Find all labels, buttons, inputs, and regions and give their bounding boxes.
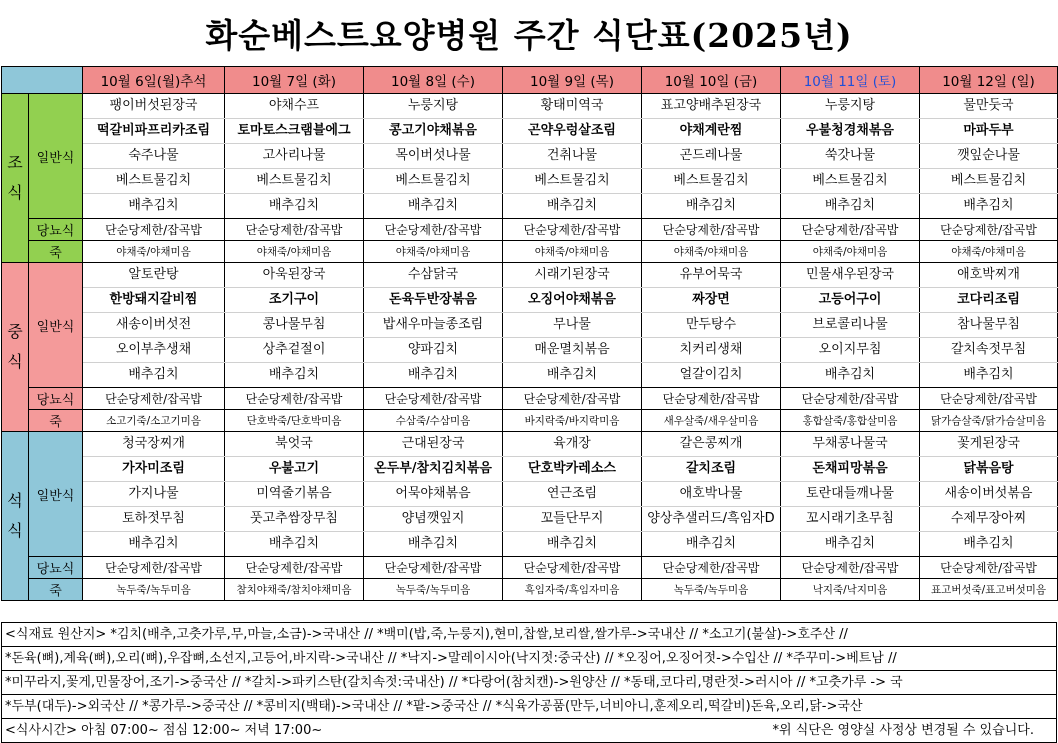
- breakfast-general-row: [2, 94, 1058, 119]
- breakfast-general-item: 야채수프: [225, 94, 364, 119]
- dinner-general-item: 근대된장국: [364, 432, 503, 457]
- lunch-diabetic-item: 단순당제한/잡곡밥: [83, 388, 225, 410]
- origin-line-3: *미꾸라지,꽃게,민물장어,조기->중국산 // *갈치->파키스탄(갈치속젓:국내산) // *다랑어(참치캔)->원양산 // *동태,코다리,명란젓->러시아 // *고춧가루 -> 국: [2, 670, 1056, 694]
- day-header-1: 10월 6일(월)추석: [83, 67, 225, 94]
- dinner-general-item: 풋고추쌈장무침: [225, 507, 364, 532]
- lunch-porridge-item: 새우살죽/새우살미음: [642, 410, 781, 432]
- lunch-general-item: 유부어묵국: [642, 263, 781, 288]
- breakfast-general-item: 배추김치: [225, 194, 364, 219]
- lunch-porridge-item: 소고기죽/소고기미음: [83, 410, 225, 432]
- breakfast-diabetic-item: 단순당제한/잡곡밥: [83, 219, 225, 241]
- breakfast-general-item: 고사리나물: [225, 144, 364, 169]
- dinner-general-item: 북엇국: [225, 432, 364, 457]
- dinner-diabetic-item: 단순당제한/잡곡밥: [642, 557, 781, 579]
- dinner-diabetic-item: 단순당제한/잡곡밥: [364, 557, 503, 579]
- breakfast-general-item: 베스트물김치: [781, 169, 920, 194]
- dinner-porridge-item: 낙지죽/낙지미음: [781, 579, 920, 601]
- origin-line-2: *돈육(뼈),계육(뼈),오리(뼈),우잡뼈,소선지,고등어,바지락->국내산 // *낙지->말레이시아(낙지젓:중국산) // *오징어,오징어젓->수입산 // *주꾸미->베트남 //: [2, 646, 1056, 670]
- breakfast-general-item: 물만둣국: [920, 94, 1058, 119]
- lunch-label: 중 식: [2, 263, 29, 432]
- lunch-general-item: 얼갈이김치: [642, 363, 781, 388]
- breakfast-general-item: 배추김치: [503, 194, 642, 219]
- breakfast-general-item: 곤약우렁살조림: [503, 119, 642, 144]
- breakfast-general-item: 배추김치: [364, 194, 503, 219]
- lunch-general-item: 무나물: [503, 313, 642, 338]
- lunch-general-item: 배추김치: [364, 363, 503, 388]
- day-header-6: 10월 11일 (토): [781, 67, 920, 94]
- breakfast-general-row: [2, 144, 1058, 169]
- lunch-general-item: 아욱된장국: [225, 263, 364, 288]
- meal-times: <식사시간> 아침 07:00~ 점심 12:00~ 저녁 17:00~: [5, 723, 323, 738]
- breakfast-porridge-item: 야채죽/야채미음: [920, 241, 1058, 263]
- lunch-general-item: 돈육두반장볶음: [364, 288, 503, 313]
- dinner-porridge-item: 흑임자죽/흑임자미음: [503, 579, 642, 601]
- breakfast-general-row: [2, 119, 1058, 144]
- day-header-3: 10월 8일 (수): [364, 67, 503, 94]
- breakfast-general-item: 베스트물김치: [920, 169, 1058, 194]
- lunch-diabetic-row: [2, 388, 1058, 410]
- breakfast-general-item: 베스트물김치: [83, 169, 225, 194]
- dinner-diabetic-item: 단순당제한/잡곡밥: [920, 557, 1058, 579]
- lunch-general-row: [2, 363, 1058, 388]
- footer-row: [2, 718, 1056, 742]
- breakfast-general-item: 쑥갓나물: [781, 144, 920, 169]
- dinner-general-item: 배추김치: [364, 532, 503, 557]
- dinner-diabetic-row: [2, 557, 1058, 579]
- breakfast-general-item: 황태미역국: [503, 94, 642, 119]
- lunch-general-item: 오징어야채볶음: [503, 288, 642, 313]
- dinner-general-item: 미역줄기볶음: [225, 482, 364, 507]
- lunch-general-item: 배추김치: [503, 363, 642, 388]
- lunch-porridge-item: 바지락죽/바지락미음: [503, 410, 642, 432]
- lunch-diabetic-item: 단순당제한/잡곡밥: [364, 388, 503, 410]
- dinner-general-item: 배추김치: [781, 532, 920, 557]
- lunch-general-item: 짜장면: [642, 288, 781, 313]
- lunch-general-item: 참나물무침: [920, 313, 1058, 338]
- dinner-general-item: 양상추샐러드/흑임자D: [642, 507, 781, 532]
- dinner-diabetic-item: 단순당제한/잡곡밥: [83, 557, 225, 579]
- lunch-diabetic-item: 단순당제한/잡곡밥: [225, 388, 364, 410]
- dinner-porridge-item: 녹두죽/녹두미음: [83, 579, 225, 601]
- breakfast-general-item: 배추김치: [83, 194, 225, 219]
- dinner-diabetic-item: 단순당제한/잡곡밥: [225, 557, 364, 579]
- lunch-general-item: 알토란탕: [83, 263, 225, 288]
- lunch-porridge-item: 단호박죽/단호박미음: [225, 410, 364, 432]
- breakfast-general-item: 목이버섯나물: [364, 144, 503, 169]
- breakfast-general-item: 베스트물김치: [364, 169, 503, 194]
- dinner-general-item: 배추김치: [225, 532, 364, 557]
- dinner-general-item: 갈은콩찌개: [642, 432, 781, 457]
- dinner-general-item: 애호박나물: [642, 482, 781, 507]
- lunch-general-item: 상추겉절이: [225, 338, 364, 363]
- breakfast-general-item: 누룽지탕: [781, 94, 920, 119]
- lunch-diabetic-label: 당뇨식: [29, 388, 83, 410]
- breakfast-porridge-item: 야채죽/야채미음: [642, 241, 781, 263]
- lunch-general-item: 매운멸치볶음: [503, 338, 642, 363]
- lunch-general-item: 양파김치: [364, 338, 503, 363]
- breakfast-general-item: 표고양배추된장국: [642, 94, 781, 119]
- breakfast-general-item: 베스트물김치: [225, 169, 364, 194]
- dinner-general-item: 연근조림: [503, 482, 642, 507]
- lunch-diabetic-item: 단순당제한/잡곡밥: [781, 388, 920, 410]
- dinner-general-row: [2, 482, 1058, 507]
- breakfast-general-item: 숙주나물: [83, 144, 225, 169]
- lunch-general-item: 민물새우된장국: [781, 263, 920, 288]
- lunch-general-item: 배추김치: [225, 363, 364, 388]
- breakfast-porridge-item: 야채죽/야채미음: [364, 241, 503, 263]
- breakfast-general-item: 떡갈비파프리카조림: [83, 119, 225, 144]
- dinner-general-item: 배추김치: [83, 532, 225, 557]
- dinner-porridge-item: 참치야채죽/참치야채미음: [225, 579, 364, 601]
- dinner-general-item: 배추김치: [503, 532, 642, 557]
- dinner-general-item: 돈채피망볶음: [781, 457, 920, 482]
- dinner-general-item: 새송이버섯볶음: [920, 482, 1058, 507]
- breakfast-general-row: [2, 194, 1058, 219]
- dinner-general-item: 가지나물: [83, 482, 225, 507]
- breakfast-general-item: 베스트물김치: [642, 169, 781, 194]
- breakfast-general-item: 콩고기야채볶음: [364, 119, 503, 144]
- lunch-general-item: 배추김치: [920, 363, 1058, 388]
- dinner-general-item: 가자미조림: [83, 457, 225, 482]
- breakfast-porridge-item: 야채죽/야채미음: [83, 241, 225, 263]
- dinner-diabetic-label: 당뇨식: [29, 557, 83, 579]
- dinner-porridge-item: 녹두죽/녹두미음: [642, 579, 781, 601]
- lunch-general-item: 코다리조림: [920, 288, 1058, 313]
- breakfast-label: 조 식: [2, 94, 29, 263]
- lunch-diabetic-item: 단순당제한/잡곡밥: [920, 388, 1058, 410]
- dinner-general-item: 꼬들단무지: [503, 507, 642, 532]
- dinner-general-item: 배추김치: [642, 532, 781, 557]
- lunch-general-item: 조기구이: [225, 288, 364, 313]
- breakfast-diabetic-item: 단순당제한/잡곡밥: [781, 219, 920, 241]
- day-header-7: 10월 12일 (일): [920, 67, 1058, 94]
- lunch-porridge-label: 죽: [29, 410, 83, 432]
- lunch-diabetic-item: 단순당제한/잡곡밥: [503, 388, 642, 410]
- day-header-4: 10월 9일 (목): [503, 67, 642, 94]
- breakfast-diabetic-row: [2, 219, 1058, 241]
- dinner-general-row: [2, 532, 1058, 557]
- page-title: 화순베스트요양병원 주간 식단표(2025년): [205, 15, 853, 55]
- dinner-general-item: 수제무장아찌: [920, 507, 1058, 532]
- lunch-general-item: 배추김치: [83, 363, 225, 388]
- breakfast-general-item: 곤드레나물: [642, 144, 781, 169]
- breakfast-general-item: 야채계란찜: [642, 119, 781, 144]
- breakfast-porridge-row: [2, 241, 1058, 263]
- lunch-general-item: 시래기된장국: [503, 263, 642, 288]
- lunch-general-item: 브로콜리나물: [781, 313, 920, 338]
- dinner-label: 석 식: [2, 432, 29, 601]
- dinner-general-item: 토하젓무침: [83, 507, 225, 532]
- dinner-porridge-label: 죽: [29, 579, 83, 601]
- breakfast-general-item: 배추김치: [781, 194, 920, 219]
- breakfast-porridge-label: 죽: [29, 241, 83, 263]
- dinner-general-item: 온두부/참치김치볶음: [364, 457, 503, 482]
- lunch-general-item: 새송이버섯전: [83, 313, 225, 338]
- breakfast-diabetic-item: 단순당제한/잡곡밥: [920, 219, 1058, 241]
- lunch-porridge-item: 수삼죽/수삼미음: [364, 410, 503, 432]
- origin-line-1: <식재료 원산지> *김치(배추,고춧가루,무,마늘,소금)->국내산 // *백미(밥,죽,누룽지),현미,찹쌀,보리쌀,쌀가루->국내산 // *소고기(불살)->호주산 //: [2, 622, 1056, 646]
- lunch-porridge-item: 닭가슴살죽/닭가슴살미음: [920, 410, 1058, 432]
- breakfast-porridge-item: 야채죽/야채미음: [781, 241, 920, 263]
- breakfast-general-item: 우불청경채볶음: [781, 119, 920, 144]
- corner-cell: [2, 67, 83, 94]
- lunch-diabetic-item: 단순당제한/잡곡밥: [642, 388, 781, 410]
- lunch-general-item: 애호박찌개: [920, 263, 1058, 288]
- dinner-general-label: 일반식: [29, 432, 83, 557]
- dinner-general-item: 무채콩나물국: [781, 432, 920, 457]
- breakfast-general-item: 마파두부: [920, 119, 1058, 144]
- dinner-diabetic-item: 단순당제한/잡곡밥: [503, 557, 642, 579]
- info-panel: [1, 622, 1057, 743]
- dinner-general-row: [2, 432, 1058, 457]
- lunch-general-item: 고등어구이: [781, 288, 920, 313]
- breakfast-general-item: 건취나물: [503, 144, 642, 169]
- lunch-porridge-row: [2, 410, 1058, 432]
- dinner-general-row: [2, 457, 1058, 482]
- lunch-general-row: [2, 313, 1058, 338]
- breakfast-general-row: [2, 169, 1058, 194]
- breakfast-diabetic-item: 단순당제한/잡곡밥: [225, 219, 364, 241]
- lunch-general-row: [2, 288, 1058, 313]
- dinner-general-item: 어묵야채볶음: [364, 482, 503, 507]
- breakfast-diabetic-item: 단순당제한/잡곡밥: [642, 219, 781, 241]
- lunch-general-item: 콩나물무침: [225, 313, 364, 338]
- dinner-general-item: 우불고기: [225, 457, 364, 482]
- breakfast-diabetic-item: 단순당제한/잡곡밥: [503, 219, 642, 241]
- dinner-general-item: 꽃게된장국: [920, 432, 1058, 457]
- lunch-general-item: 밥새우마늘종조림: [364, 313, 503, 338]
- dinner-diabetic-item: 단순당제한/잡곡밥: [781, 557, 920, 579]
- change-notice: *위 식단은 영양실 사정상 변경될 수 있습니다.: [772, 723, 1034, 738]
- dinner-general-item: 꼬시래기초무침: [781, 507, 920, 532]
- breakfast-general-item: 베스트물김치: [503, 169, 642, 194]
- breakfast-general-item: 깻잎순나물: [920, 144, 1058, 169]
- lunch-general-item: 오이부추생채: [83, 338, 225, 363]
- dinner-general-row: [2, 507, 1058, 532]
- lunch-general-row: [2, 263, 1058, 288]
- lunch-general-item: 만두탕수: [642, 313, 781, 338]
- dinner-general-item: 토란대들깨나물: [781, 482, 920, 507]
- dinner-porridge-row: [2, 579, 1058, 601]
- day-header-row: [2, 67, 1058, 94]
- breakfast-general-label: 일반식: [29, 94, 83, 219]
- lunch-general-item: 갈치속젓무침: [920, 338, 1058, 363]
- breakfast-general-item: 팽이버섯된장국: [83, 94, 225, 119]
- dinner-general-item: 육개장: [503, 432, 642, 457]
- lunch-general-item: 수삼닭국: [364, 263, 503, 288]
- lunch-general-item: 오이지무침: [781, 338, 920, 363]
- lunch-general-item: 치커리생채: [642, 338, 781, 363]
- breakfast-general-item: 토마토스크램블에그: [225, 119, 364, 144]
- lunch-general-row: [2, 338, 1058, 363]
- day-header-2: 10월 7일 (화): [225, 67, 364, 94]
- breakfast-diabetic-label: 당뇨식: [29, 219, 83, 241]
- origin-line-4: *두부(대두)->외국산 // *콩가루->중국산 // *콩비지(백태)->국내산 // *팥->중국산 // *식육가공품(만두,너비아니,훈제오리,떡갈비)돈육,오리,닭->국산: [2, 694, 1056, 718]
- breakfast-general-item: 배추김치: [642, 194, 781, 219]
- dinner-general-item: 닭볶음탕: [920, 457, 1058, 482]
- lunch-general-item: 배추김치: [781, 363, 920, 388]
- breakfast-general-item: 누룽지탕: [364, 94, 503, 119]
- breakfast-porridge-item: 야채죽/야채미음: [503, 241, 642, 263]
- dinner-general-item: 단호박카레소스: [503, 457, 642, 482]
- dinner-porridge-item: 표고버섯죽/표고버섯미음: [920, 579, 1058, 601]
- breakfast-general-item: 배추김치: [920, 194, 1058, 219]
- menu-table: [1, 66, 1058, 601]
- breakfast-porridge-item: 야채죽/야채미음: [225, 241, 364, 263]
- lunch-porridge-item: 홍합살죽/홍합살미음: [781, 410, 920, 432]
- dinner-general-item: 갈치조림: [642, 457, 781, 482]
- day-header-5: 10월 10일 (금): [642, 67, 781, 94]
- dinner-general-item: 청국장찌개: [83, 432, 225, 457]
- lunch-general-label: 일반식: [29, 263, 83, 388]
- dinner-general-item: 양념깻잎지: [364, 507, 503, 532]
- dinner-porridge-item: 녹두죽/녹두미음: [364, 579, 503, 601]
- breakfast-diabetic-item: 단순당제한/잡곡밥: [364, 219, 503, 241]
- lunch-general-item: 한방돼지갈비찜: [83, 288, 225, 313]
- dinner-general-item: 배추김치: [920, 532, 1058, 557]
